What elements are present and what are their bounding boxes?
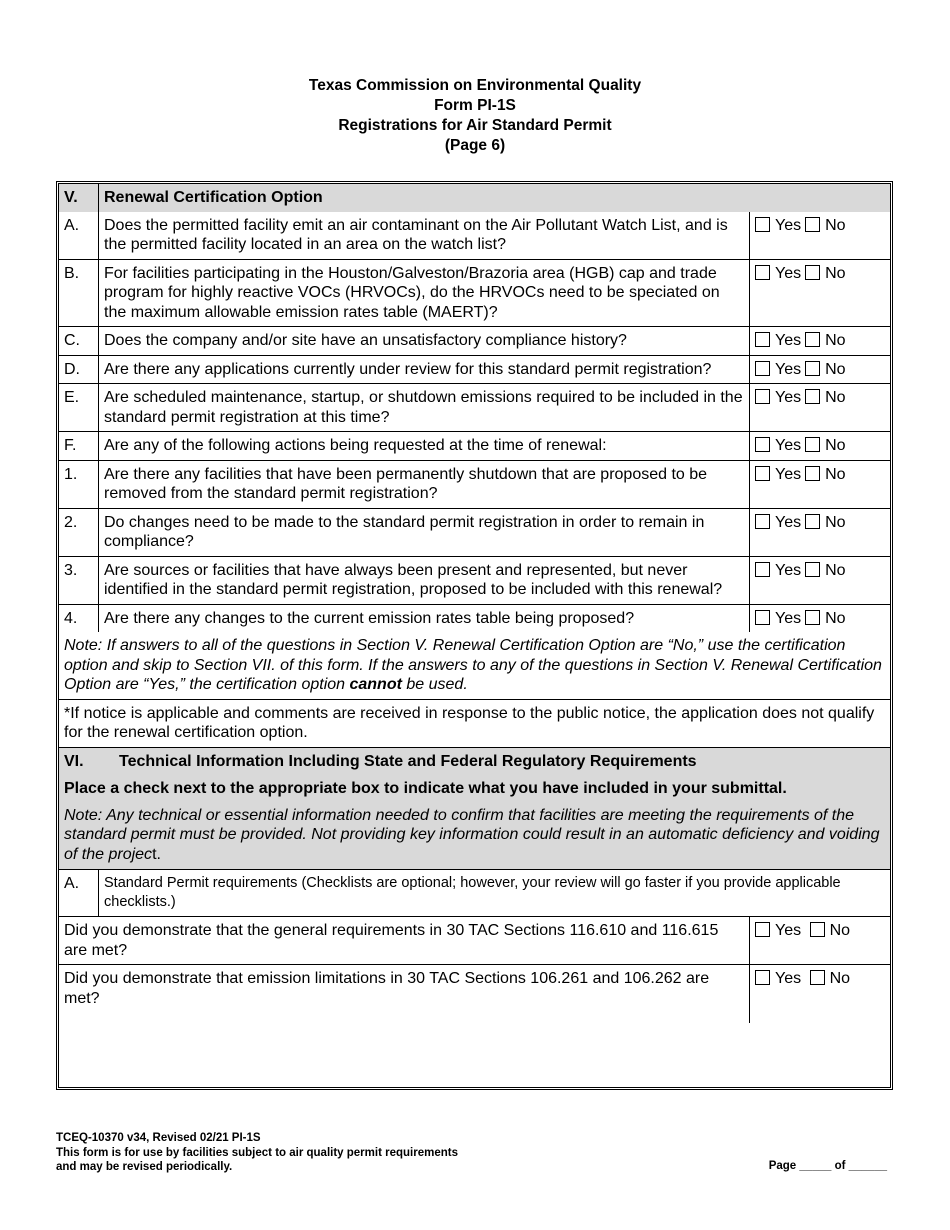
no-checkbox[interactable] bbox=[805, 466, 820, 481]
section-vi-title: Technical Information Including State and Federal Regulatory Requirements bbox=[119, 752, 697, 770]
no-checkbox[interactable] bbox=[810, 970, 825, 985]
yes-checkbox[interactable] bbox=[755, 217, 770, 232]
yes-label: Yes bbox=[775, 332, 802, 349]
vi-question-1-text: Did you demonstrate that the general requirements in 30 TAC Sections 116.610 and 116.615 are met? bbox=[59, 917, 750, 965]
vi-question-2-text: Did you demonstrate that emission limitations in 30 TAC Sections 106.261 and 106.262 are met? bbox=[59, 965, 750, 1024]
yes-checkbox[interactable] bbox=[755, 514, 770, 529]
question-id: D. bbox=[59, 355, 99, 384]
question-answer bbox=[750, 212, 891, 260]
note-text-1: Note: If answers to all of the questions in Section V. Renewal Certification Option are “No,” use the certification option and skip to Section VII. of this form. If the answers to any of the questions in Section V. Renewal Certification Option are “Yes,” the certification option bbox=[64, 637, 882, 693]
question-row bbox=[59, 432, 890, 461]
item-a-row bbox=[59, 870, 890, 917]
no-checkbox[interactable] bbox=[810, 922, 825, 937]
question-row bbox=[59, 604, 890, 632]
yes-label: Yes bbox=[775, 513, 802, 531]
vi-question-2-answer bbox=[750, 965, 891, 1024]
yes-checkbox[interactable] bbox=[755, 562, 770, 577]
section-vi-note-italic: Note: Any technical or essential information needed to confirm that facilities are meeting the requirements of the standard permit must be provided. Not providing key information could result in an automatic deficiency and voiding of the projec bbox=[64, 806, 880, 863]
question-text: Do changes need to be made to the standard permit registration in order to remain in compliance? bbox=[99, 508, 750, 556]
form-table bbox=[59, 184, 890, 1023]
no-checkbox[interactable] bbox=[805, 562, 820, 577]
no-label: No bbox=[825, 609, 846, 627]
item-a-id: A. bbox=[59, 870, 99, 917]
item-a-text: Standard Permit requirements (Checklists are optional; however, your review will go faster if you provide applicable checklists.) bbox=[99, 870, 891, 917]
yes-label: Yes bbox=[775, 360, 802, 378]
no-label: No bbox=[825, 216, 846, 234]
question-row bbox=[59, 460, 890, 508]
yes-label: Yes bbox=[775, 437, 802, 454]
yes-checkbox[interactable] bbox=[755, 332, 770, 347]
question-text: Are any of the following actions being requested at the time of renewal: bbox=[99, 432, 750, 461]
no-label: No bbox=[825, 513, 846, 531]
footer-info bbox=[56, 1131, 458, 1175]
question-id: E. bbox=[59, 384, 99, 432]
question-id: F. bbox=[59, 432, 99, 461]
no-checkbox[interactable] bbox=[805, 389, 820, 404]
question-id: 3. bbox=[59, 556, 99, 604]
question-row bbox=[59, 355, 890, 384]
question-id: C. bbox=[59, 327, 99, 356]
agency-title: Texas Commission on Environmental Quality bbox=[308, 77, 642, 94]
vi-question-1-answer bbox=[750, 917, 891, 965]
section-vi-note-end: t. bbox=[152, 845, 161, 863]
vi-question-row-1 bbox=[59, 917, 890, 965]
vi-question-row-2 bbox=[59, 965, 890, 1024]
no-checkbox[interactable] bbox=[805, 332, 820, 347]
question-answer bbox=[750, 460, 891, 508]
question-text: Are there any applications currently under review for this standard permit registration? bbox=[99, 355, 750, 384]
section-vi-number: VI. bbox=[64, 752, 84, 770]
section-v-questions bbox=[59, 212, 890, 633]
no-label: No bbox=[825, 360, 846, 378]
yes-label: Yes bbox=[775, 609, 802, 627]
note-bold: cannot bbox=[349, 676, 402, 693]
no-checkbox[interactable] bbox=[805, 217, 820, 232]
section-v-number: V. bbox=[59, 184, 99, 212]
yes-label: Yes bbox=[775, 561, 802, 579]
no-label: No bbox=[825, 389, 846, 406]
yes-label: Yes bbox=[775, 922, 802, 939]
form-number: Form PI-1S bbox=[434, 97, 516, 114]
question-answer bbox=[750, 556, 891, 604]
yes-checkbox[interactable] bbox=[755, 466, 770, 481]
question-row bbox=[59, 384, 890, 432]
section-v-header bbox=[59, 184, 890, 212]
section-vi-title-row bbox=[59, 748, 890, 776]
question-id: 1. bbox=[59, 460, 99, 508]
yes-checkbox[interactable] bbox=[755, 437, 770, 452]
question-text: Are sources or facilities that have always been present and represented, but never identified in the standard permit registration, proposed to be included with this renewal? bbox=[99, 556, 750, 604]
section-v-title: Renewal Certification Option bbox=[99, 184, 891, 212]
form-header bbox=[0, 76, 950, 156]
question-answer bbox=[750, 355, 891, 384]
section-vi-instruction: Place a check next to the appropriate box to indicate what you have included in your submittal. bbox=[64, 780, 787, 797]
no-label: No bbox=[825, 437, 846, 454]
question-text: Are there any changes to the current emission rates table being proposed? bbox=[99, 604, 750, 632]
footer-page-number: Page _____ of ______ bbox=[768, 1160, 887, 1172]
question-row bbox=[59, 556, 890, 604]
question-answer bbox=[750, 384, 891, 432]
question-row bbox=[59, 508, 890, 556]
yes-label: Yes bbox=[775, 389, 802, 406]
question-answer bbox=[750, 327, 891, 356]
form-title: Registrations for Air Standard Permit bbox=[338, 117, 612, 134]
question-id: 4. bbox=[59, 604, 99, 632]
no-label: No bbox=[825, 561, 846, 579]
notice-row bbox=[59, 699, 890, 747]
yes-label: Yes bbox=[775, 465, 802, 483]
notice-text: *If notice is applicable and comments are received in response to the public notice, the application does not qualify for the renewal certification option. bbox=[59, 699, 890, 747]
no-checkbox[interactable] bbox=[805, 437, 820, 452]
question-text: Are there any facilities that have been permanently shutdown that are proposed to be removed from the standard permit registration? bbox=[99, 460, 750, 508]
yes-checkbox[interactable] bbox=[755, 389, 770, 404]
page-indicator: (Page 6) bbox=[444, 137, 506, 154]
question-row bbox=[59, 327, 890, 356]
yes-checkbox[interactable] bbox=[755, 265, 770, 280]
no-label: No bbox=[829, 970, 851, 987]
no-checkbox[interactable] bbox=[805, 514, 820, 529]
no-label: No bbox=[825, 264, 846, 282]
section-v-note bbox=[59, 632, 890, 699]
note-text-2: be used. bbox=[401, 676, 468, 693]
question-answer bbox=[750, 432, 891, 461]
question-text: Are scheduled maintenance, startup, or shutdown emissions required to be included in the standard permit registration at this time? bbox=[99, 384, 750, 432]
yes-checkbox[interactable] bbox=[755, 610, 770, 625]
question-answer bbox=[750, 604, 891, 632]
no-checkbox[interactable] bbox=[805, 265, 820, 280]
section-vi-header bbox=[59, 747, 890, 870]
no-label: No bbox=[829, 922, 851, 939]
question-id: A. bbox=[59, 212, 99, 260]
question-text: Does the permitted facility emit an air contaminant on the Air Pollutant Watch List, and is the permitted facility located in an area on the watch list? bbox=[99, 212, 750, 260]
no-label: No bbox=[825, 332, 846, 349]
yes-checkbox[interactable] bbox=[755, 922, 770, 937]
form-table-frame bbox=[56, 181, 893, 1090]
yes-label: Yes bbox=[775, 970, 802, 987]
footer-form-id: TCEQ-10370 v34, Revised 02/21 PI-1S bbox=[56, 1132, 261, 1144]
question-row bbox=[59, 259, 890, 327]
question-text: Does the company and/or site have an unsatisfactory compliance history? bbox=[99, 327, 750, 356]
yes-checkbox[interactable] bbox=[755, 970, 770, 985]
yes-label: Yes bbox=[775, 216, 802, 234]
question-id: 2. bbox=[59, 508, 99, 556]
no-label: No bbox=[825, 465, 846, 483]
yes-checkbox[interactable] bbox=[755, 361, 770, 376]
yes-label: Yes bbox=[775, 264, 802, 282]
no-checkbox[interactable] bbox=[805, 361, 820, 376]
question-answer bbox=[750, 259, 891, 327]
footer-line-2: This form is for use by facilities subject to air quality permit requirements bbox=[56, 1146, 458, 1159]
question-id: B. bbox=[59, 259, 99, 327]
question-text: For facilities participating in the Houston/Galveston/Brazoria area (HGB) cap and trade program for highly reactive VOCs (HRVOCs), do the HRVOCs need to be speciated on the maximum allowable emission rates table (MAERT)? bbox=[99, 259, 750, 327]
question-answer bbox=[750, 508, 891, 556]
footer-line-3: and may be revised periodically. bbox=[56, 1161, 233, 1173]
no-checkbox[interactable] bbox=[805, 610, 820, 625]
section-v-note-row bbox=[59, 632, 890, 699]
question-row bbox=[59, 212, 890, 260]
section-vi-block bbox=[59, 747, 890, 870]
section-vi-note bbox=[59, 803, 890, 870]
